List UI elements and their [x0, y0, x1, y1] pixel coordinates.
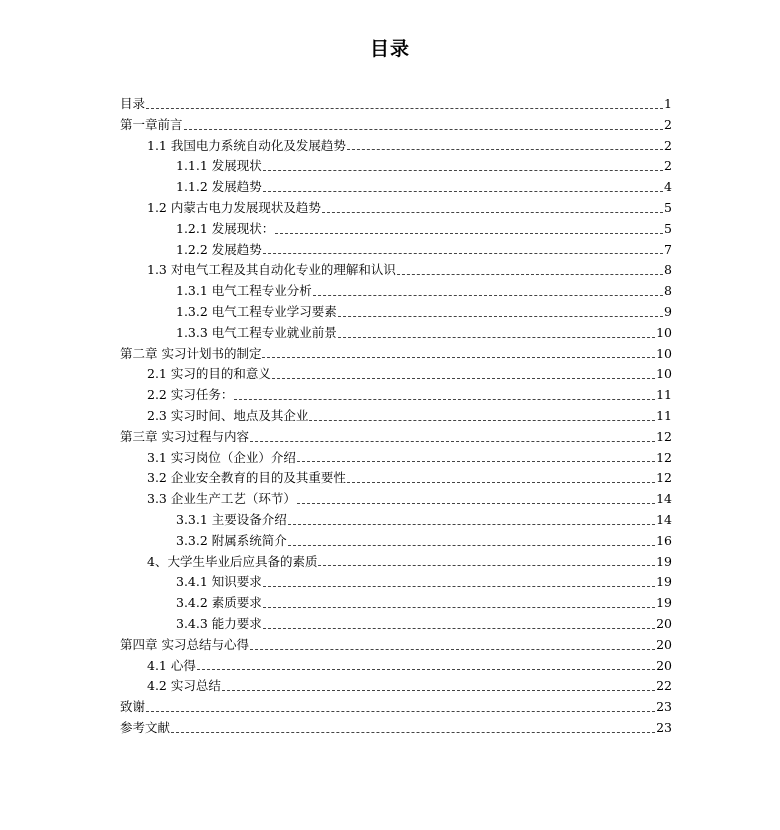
toc-entry-title: 1.2.2 发展趋势	[176, 241, 262, 257]
toc-entry[interactable]	[120, 260, 672, 281]
toc-dot-leader	[297, 503, 655, 504]
toc-entry[interactable]	[120, 718, 672, 739]
toc-dot-leader	[263, 586, 655, 587]
toc-dot-leader	[263, 628, 655, 629]
toc-page-number: 20	[656, 615, 672, 631]
toc-entry[interactable]	[120, 552, 672, 573]
toc-page-number: 2	[664, 116, 672, 132]
toc-entry[interactable]	[120, 136, 672, 157]
toc-entry-title: 参考文献	[120, 719, 171, 735]
toc-entry-title: 1.3 对电气工程及其自动化专业的理解和认识	[147, 262, 396, 278]
toc-page-number: 5	[664, 220, 672, 236]
toc-entry[interactable]	[120, 531, 672, 552]
toc-entry[interactable]	[120, 323, 672, 344]
toc-entry[interactable]	[120, 427, 672, 448]
toc-page-number: 8	[664, 283, 672, 299]
toc-dot-leader	[347, 482, 655, 483]
toc-page-number: 2	[664, 158, 672, 174]
toc-entry-title: 4、大学生毕业后应具备的素质	[147, 553, 318, 569]
toc-page-number: 19	[656, 574, 672, 590]
toc-entry-title: 2.1 实习的目的和意义	[147, 366, 271, 382]
toc-dot-leader	[263, 191, 663, 192]
toc-entry-title: 3.4.3 能力要求	[176, 615, 262, 631]
toc-page-number: 11	[656, 387, 672, 403]
toc-page-number: 7	[664, 241, 672, 257]
toc-entry[interactable]	[120, 219, 672, 240]
toc-entry-title: 3.1 实习岗位（企业）介绍	[147, 449, 296, 465]
toc-dot-leader	[338, 337, 655, 338]
toc-entry-title: 3.3.1 主要设备介绍	[176, 511, 287, 527]
toc-dot-leader	[275, 233, 663, 234]
toc-entry-title: 1.3.2 电气工程专业学习要素	[176, 303, 337, 319]
toc-dot-leader	[250, 649, 655, 650]
toc-page-number: 19	[656, 595, 672, 611]
toc-dot-leader	[272, 378, 655, 379]
toc-page-number: 9	[664, 303, 672, 319]
toc-entry[interactable]	[120, 510, 672, 531]
toc-entry-title: 1.3.1 电气工程专业分析	[176, 283, 312, 299]
toc-dot-leader	[263, 253, 663, 254]
toc-page-number: 10	[656, 345, 672, 361]
page-title: 目录	[369, 38, 410, 60]
toc-entry-title: 1.3.3 电气工程专业就业前景	[176, 324, 337, 340]
toc-entry[interactable]	[120, 468, 672, 489]
table-of-contents	[120, 94, 672, 739]
toc-entry-title: 第一章前言	[120, 116, 183, 132]
toc-page-number: 20	[656, 657, 672, 673]
toc-entry[interactable]	[120, 656, 672, 677]
toc-dot-leader	[288, 524, 655, 525]
toc-dot-leader	[288, 545, 655, 546]
toc-dot-leader	[322, 212, 663, 213]
toc-entry-title: 3.4.1 知识要求	[176, 574, 262, 590]
toc-entry[interactable]	[120, 198, 672, 219]
toc-entry[interactable]	[120, 572, 672, 593]
toc-entry-title: 致谢	[120, 699, 146, 715]
toc-entry-title: 1.1.2 发展趋势	[176, 179, 262, 195]
toc-dot-leader	[347, 149, 663, 150]
toc-entry[interactable]	[120, 635, 672, 656]
toc-dot-leader	[318, 565, 655, 566]
toc-page-number: 23	[656, 699, 672, 715]
toc-entry[interactable]	[120, 156, 672, 177]
toc-entry-title: 1.1 我国电力系统自动化及发展趋势	[147, 137, 346, 153]
toc-entry[interactable]	[120, 115, 672, 136]
toc-entry[interactable]	[120, 489, 672, 510]
toc-page-number: 2	[664, 137, 672, 153]
toc-dot-leader	[397, 274, 663, 275]
toc-entry[interactable]	[120, 676, 672, 697]
toc-entry[interactable]	[120, 448, 672, 469]
toc-entry-title: 3.4.2 素质要求	[176, 595, 262, 611]
toc-dot-leader	[297, 461, 655, 462]
toc-entry[interactable]	[120, 697, 672, 718]
toc-dot-leader	[263, 607, 655, 608]
toc-entry-title: 2.3 实习时间、地点及其企业	[147, 407, 309, 423]
toc-entry-title: 4.2 实习总结	[147, 678, 221, 694]
toc-page-number: 22	[656, 678, 672, 694]
toc-entry[interactable]	[120, 240, 672, 261]
toc-dot-leader	[146, 711, 655, 712]
toc-dot-leader	[309, 420, 655, 421]
toc-dot-leader	[171, 732, 655, 733]
toc-entry-title: 第二章 实习计划书的制定	[120, 345, 262, 361]
toc-page-number: 14	[656, 491, 672, 507]
toc-entry-title: 目录	[120, 96, 146, 111]
toc-page-number: 10	[656, 366, 672, 382]
toc-page-number: 12	[656, 449, 672, 465]
toc-page-number: 12	[656, 470, 672, 486]
toc-page-number: 4	[664, 179, 672, 195]
toc-entry-title: 1.2.1 发展现状：	[176, 220, 275, 236]
toc-entry-title: 2.2 实习任务：	[147, 387, 234, 403]
toc-entry-title: 3.3 企业生产工艺（环节）	[147, 491, 296, 507]
toc-entry-title: 第四章 实习总结与心得	[120, 636, 249, 652]
toc-page-number: 5	[664, 199, 672, 215]
toc-dot-leader	[263, 170, 663, 171]
toc-entry[interactable]	[120, 364, 672, 385]
toc-dot-leader	[184, 129, 663, 130]
toc-entry[interactable]	[120, 614, 672, 635]
toc-page-number: 20	[656, 636, 672, 652]
toc-entry[interactable]	[120, 177, 672, 198]
toc-page-number: 10	[656, 324, 672, 340]
toc-page-number: 19	[656, 553, 672, 569]
toc-entry[interactable]	[120, 94, 672, 115]
toc-dot-leader	[250, 441, 655, 442]
toc-dot-leader	[338, 316, 663, 317]
toc-entry-title: 第三章 实习过程与内容	[120, 428, 249, 444]
toc-entry-title: 4.1 心得	[147, 657, 196, 673]
toc-dot-leader	[262, 357, 655, 358]
toc-page-number: 12	[656, 428, 672, 444]
toc-dot-leader	[234, 399, 655, 400]
toc-entry[interactable]	[120, 281, 672, 302]
toc-page-number: 16	[656, 532, 672, 548]
toc-page-number: 14	[656, 511, 672, 527]
toc-dot-leader	[313, 295, 663, 296]
toc-dot-leader	[146, 108, 663, 109]
toc-entry-title: 3.3.2 附属系统简介	[176, 532, 287, 548]
toc-entry-title: 1.2 内蒙古电力发展现状及趋势	[147, 199, 321, 215]
toc-page-number: 11	[656, 407, 672, 423]
toc-page-number: 8	[664, 262, 672, 278]
toc-entry[interactable]	[120, 406, 672, 427]
toc-entry[interactable]	[120, 344, 672, 365]
toc-dot-leader	[222, 690, 655, 691]
toc-page-number: 23	[656, 719, 672, 735]
toc-entry-title: 3.2 企业安全教育的目的及其重要性	[147, 470, 346, 486]
toc-entry[interactable]	[120, 593, 672, 614]
toc-entry-title: 1.1.1 发展现状	[176, 158, 262, 174]
toc-entry[interactable]	[120, 385, 672, 406]
toc-dot-leader	[197, 669, 655, 670]
toc-page-number: 1	[664, 96, 672, 111]
toc-entry[interactable]	[120, 302, 672, 323]
